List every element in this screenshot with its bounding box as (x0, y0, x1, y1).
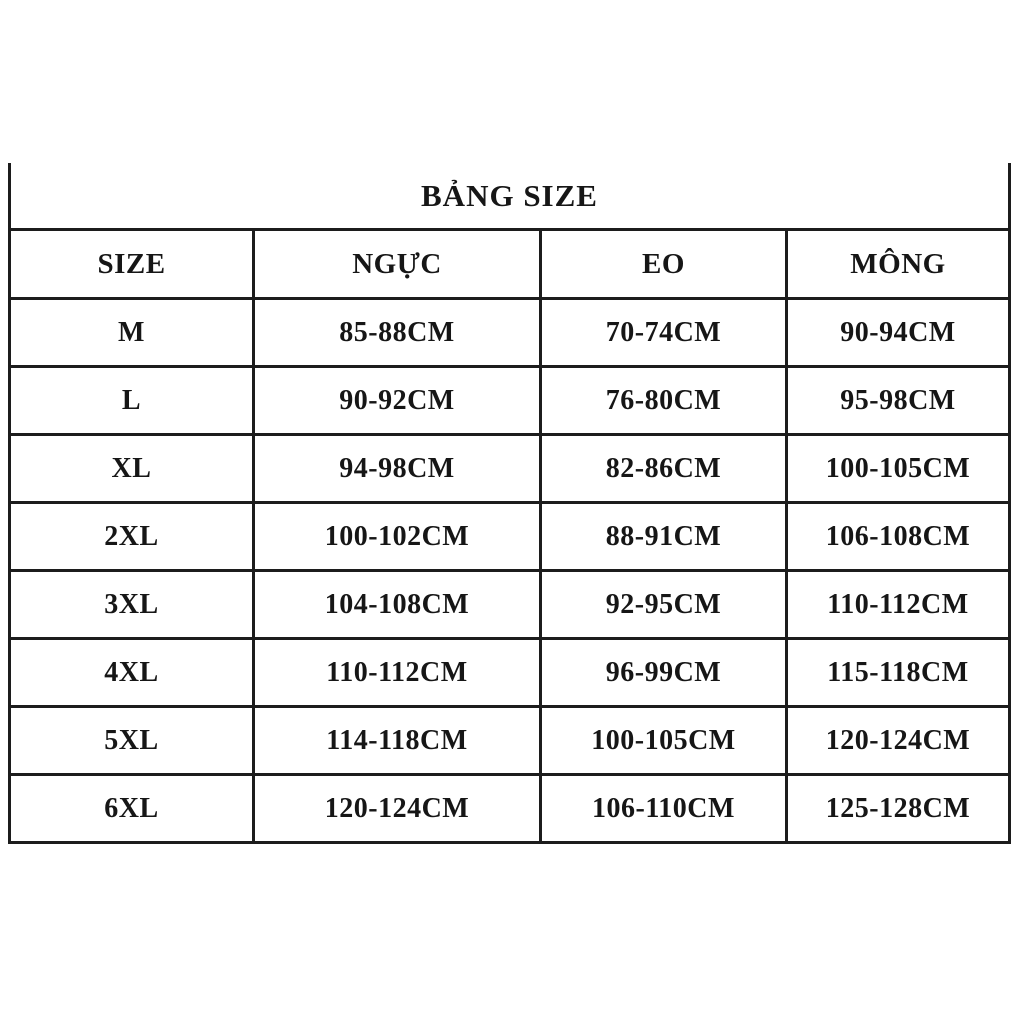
mong-cell: 125-128CM (787, 775, 1010, 843)
size-cell: 3XL (10, 571, 254, 639)
size-cell: 6XL (10, 775, 254, 843)
nguc-cell: 90-92CM (254, 367, 541, 435)
table-row (10, 503, 1010, 571)
size-cell: M (10, 299, 254, 367)
eo-cell: 88-91CM (541, 503, 787, 571)
size-cell: 2XL (10, 503, 254, 571)
eo-cell: 106-110CM (541, 775, 787, 843)
mong-cell: 115-118CM (787, 639, 1010, 707)
size-chart (8, 163, 1011, 844)
header-mong: MÔNG (787, 230, 1010, 299)
size-table (8, 228, 1011, 844)
header-nguc: NGỰC (254, 230, 541, 299)
size-cell: 5XL (10, 707, 254, 775)
nguc-cell: 94-98CM (254, 435, 541, 503)
table-row (10, 775, 1010, 843)
mong-cell: 90-94CM (787, 299, 1010, 367)
eo-cell: 70-74CM (541, 299, 787, 367)
eo-cell: 96-99CM (541, 639, 787, 707)
eo-cell: 82-86CM (541, 435, 787, 503)
table-row (10, 299, 1010, 367)
table-row (10, 571, 1010, 639)
table-row (10, 639, 1010, 707)
eo-cell: 100-105CM (541, 707, 787, 775)
nguc-cell: 114-118CM (254, 707, 541, 775)
mong-cell: 95-98CM (787, 367, 1010, 435)
size-cell: XL (10, 435, 254, 503)
nguc-cell: 120-124CM (254, 775, 541, 843)
eo-cell: 92-95CM (541, 571, 787, 639)
mong-cell: 100-105CM (787, 435, 1010, 503)
nguc-cell: 110-112CM (254, 639, 541, 707)
nguc-cell: 104-108CM (254, 571, 541, 639)
header-size: SIZE (10, 230, 254, 299)
size-cell: L (10, 367, 254, 435)
table-row (10, 707, 1010, 775)
size-table-header-row (10, 230, 1010, 299)
size-chart-title-row (8, 163, 1011, 228)
header-eo: EO (541, 230, 787, 299)
mong-cell: 120-124CM (787, 707, 1010, 775)
table-row (10, 435, 1010, 503)
size-chart-title: BẢNG SIZE (421, 177, 598, 213)
eo-cell: 76-80CM (541, 367, 787, 435)
mong-cell: 110-112CM (787, 571, 1010, 639)
nguc-cell: 85-88CM (254, 299, 541, 367)
table-row (10, 367, 1010, 435)
mong-cell: 106-108CM (787, 503, 1010, 571)
nguc-cell: 100-102CM (254, 503, 541, 571)
size-cell: 4XL (10, 639, 254, 707)
